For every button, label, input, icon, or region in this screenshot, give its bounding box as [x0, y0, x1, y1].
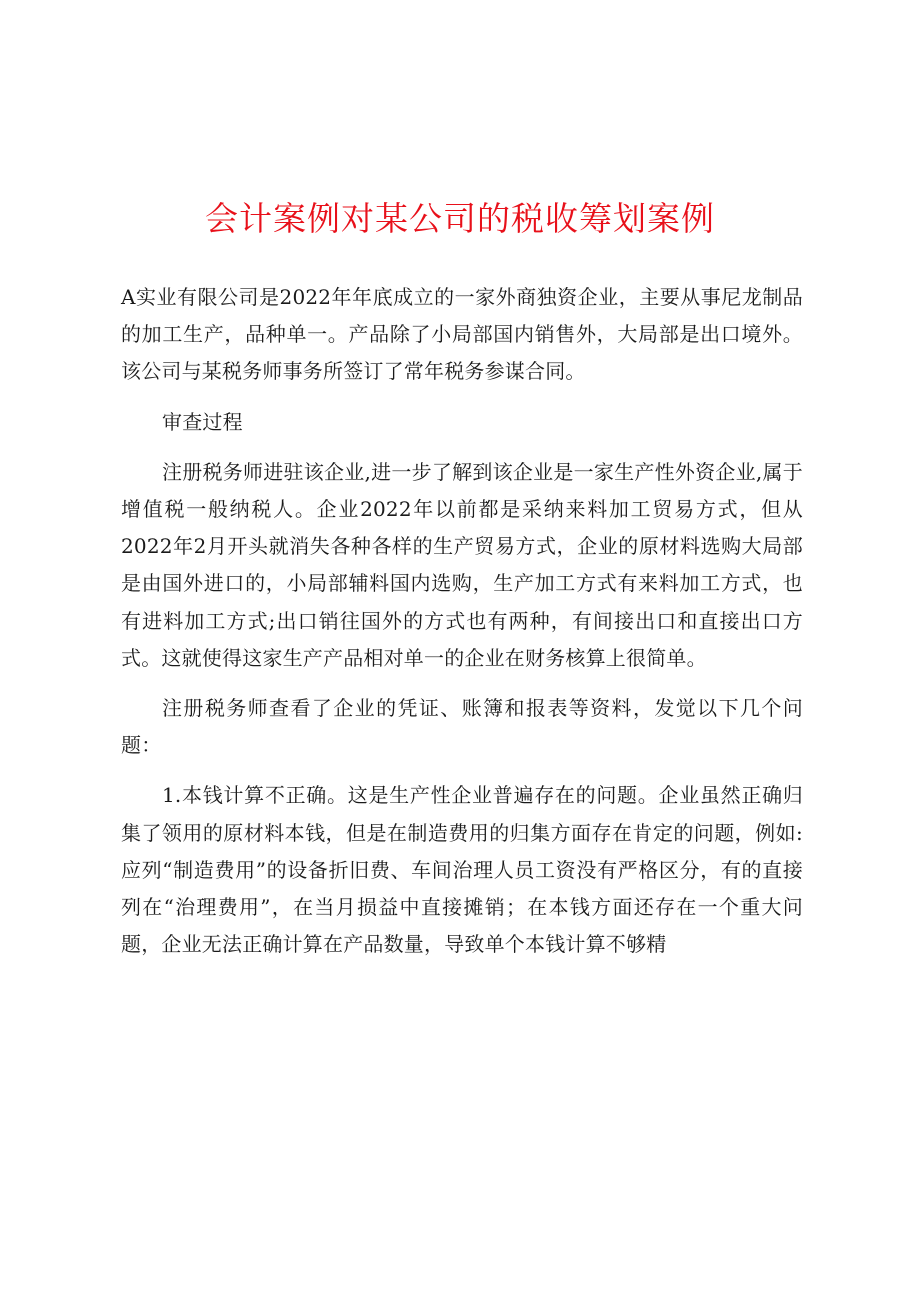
paragraph-finding-1: 1.本钱计算不正确。这是生产性企业普遍存在的问题。企业虽然正确归集了领用的原材料本钱，但是在制造费用的归集方面存在肯定的问题，例如:应列“制造费用”的设备折旧费、车间治理人员工资没有严格区分，有的直接列在“治理费用”，在当月损益中直接摊销；在本钱方面还存在一个重大问题，企业无法正确计算在产品数量，导致单个本钱计算不够精	[121, 783, 803, 957]
document-body	[121, 279, 803, 963]
paragraph-investigation: 注册税务师进驻该企业,进一步了解到该企业是一家生产性外资企业,属于增值税一般纳税人。企业2022年以前都是采纳来料加工贸易方式，但从2022年2月开头就消失各种各样的生产贸易方式，企业的原材料选购大局部是由国外进口的，小局部辅料国内选购，生产加工方式有来料加工方式，也有进料加工方式;出口销往国外的方式也有两种，有间接出口和直接出口方式。这就使得这家生产产品相对单一的企业在财务核算上很简单。	[121, 459, 803, 670]
paragraph-intro: A实业有限公司是2022年年底成立的一家外商独资企业，主要从事尼龙制品的加工生产，品种单一。产品除了小局部国内销售外，大局部是出口境外。该公司与某税务师事务所签订了常年税务参谋合同。	[121, 285, 803, 384]
document-title: 会计案例对某公司的税收筹划案例	[205, 199, 715, 238]
paragraph-findings-intro: 注册税务师查看了企业的凭证、账簿和报表等资料，发觉以下几个问题：	[121, 696, 803, 758]
section-heading-review: 审查过程	[162, 409, 243, 434]
